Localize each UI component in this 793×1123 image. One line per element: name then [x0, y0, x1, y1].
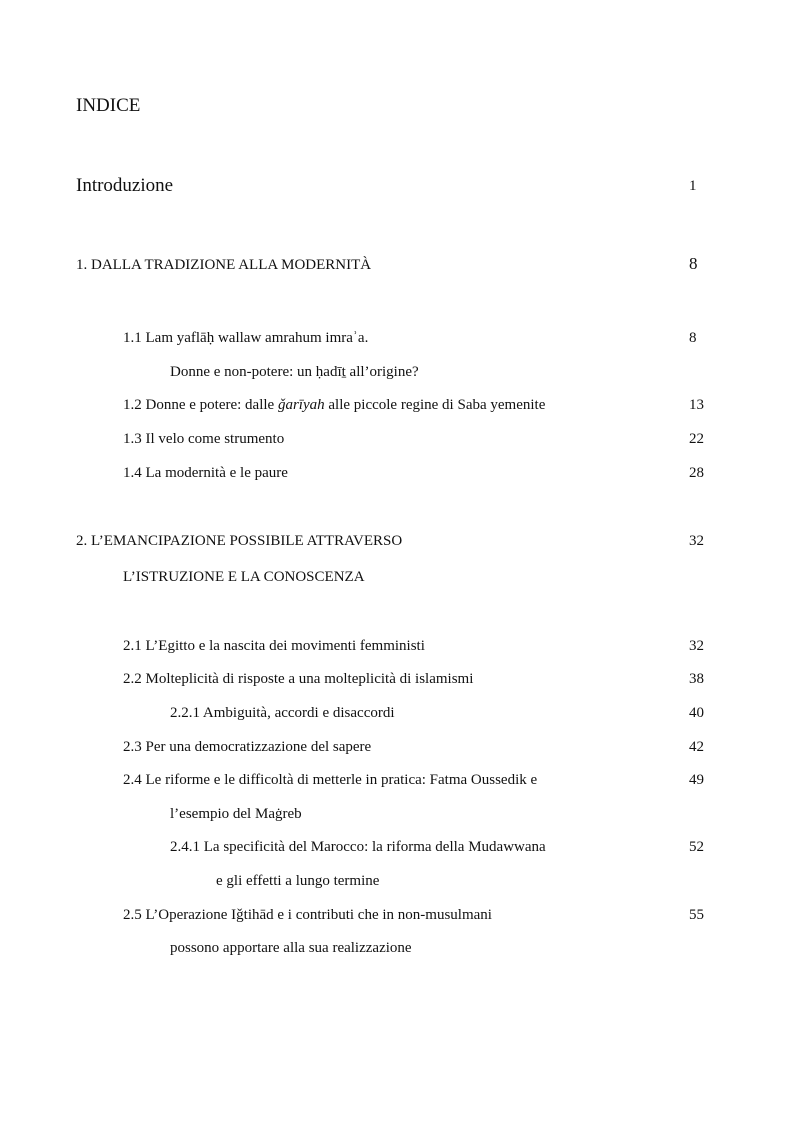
toc-section-2-4-1: 2.4.1 La specificità del Marocco: la riforma della Mudawwana: [170, 839, 546, 855]
toc-page-number: 38: [689, 671, 704, 687]
toc-page-number: 42: [689, 739, 704, 755]
toc-text: 1.2 Donne e potere: dalle: [123, 397, 278, 413]
toc-chapter-2-continuation: L’ISTRUZIONE E LA CONOSCENZA: [123, 569, 365, 585]
toc-section-2-2-1: 2.2.1 Ambiguità, accordi e disaccordi: [170, 705, 395, 721]
toc-section-1-2: [123, 396, 545, 414]
toc-page-number: 13: [689, 397, 704, 413]
toc-page-number: 1: [689, 178, 697, 194]
toc-section-2-3: 2.3 Per una democratizzazione del sapere: [123, 739, 372, 755]
toc-page-number: 32: [689, 638, 704, 654]
page-title: INDICE: [76, 95, 141, 116]
toc-section-2-5-continuation: possono apportare alla sua realizzazione: [170, 940, 412, 956]
toc-section-2-1: 2.1 L’Egitto e la nascita dei movimenti femministi: [123, 638, 425, 654]
toc-page-number: 49: [689, 772, 704, 788]
toc-section-2-5: 2.5 L’Operazione Iǧtihād e i contributi che in non-musulmani: [123, 907, 492, 923]
toc-section-2-4-1-continuation: e gli effetti a lungo termine: [216, 873, 380, 889]
toc-page-number: 40: [689, 705, 704, 721]
toc-page-number: 8: [689, 330, 697, 346]
toc-section-1-4: 1.4 La modernità e le paure: [123, 465, 288, 481]
toc-page-number: 55: [689, 907, 704, 923]
toc-page-number: 52: [689, 839, 704, 855]
toc-chapter-2: 2. L’EMANCIPAZIONE POSSIBILE ATTRAVERSO: [76, 533, 403, 549]
toc-page-number: 8: [689, 254, 698, 273]
toc-chapter-1: 1. DALLA TRADIZIONE ALLA MODERNITÀ: [76, 257, 372, 273]
toc-section-1-1-continuation: Donne e non-potere: un ḥadīṯ all’origine?: [170, 364, 419, 380]
toc-section-2-2: 2.2 Molteplicità di risposte a una molteplicità di islamismi: [123, 671, 474, 687]
toc-text: alle piccole regine di Saba yemenite: [324, 397, 546, 413]
toc-italic-term: ǧarīyah: [277, 397, 325, 413]
toc-section-2-4: 2.4 Le riforme e le difficoltà di metterle in pratica: Fatma Oussedik e: [123, 772, 538, 788]
toc-section-1-1: 1.1 Lam yaflāḥ wallaw amrahum imraʾa.: [123, 330, 369, 346]
toc-page-number: 32: [689, 533, 704, 549]
toc-section-1-3: 1.3 Il velo come strumento: [123, 431, 285, 447]
toc-page-number: 22: [689, 431, 704, 447]
toc-entry-introduzione: Introduzione: [76, 175, 174, 196]
toc-page-number: 28: [689, 465, 704, 481]
toc-section-2-4-continuation: l’esempio del Maġreb: [170, 806, 302, 822]
